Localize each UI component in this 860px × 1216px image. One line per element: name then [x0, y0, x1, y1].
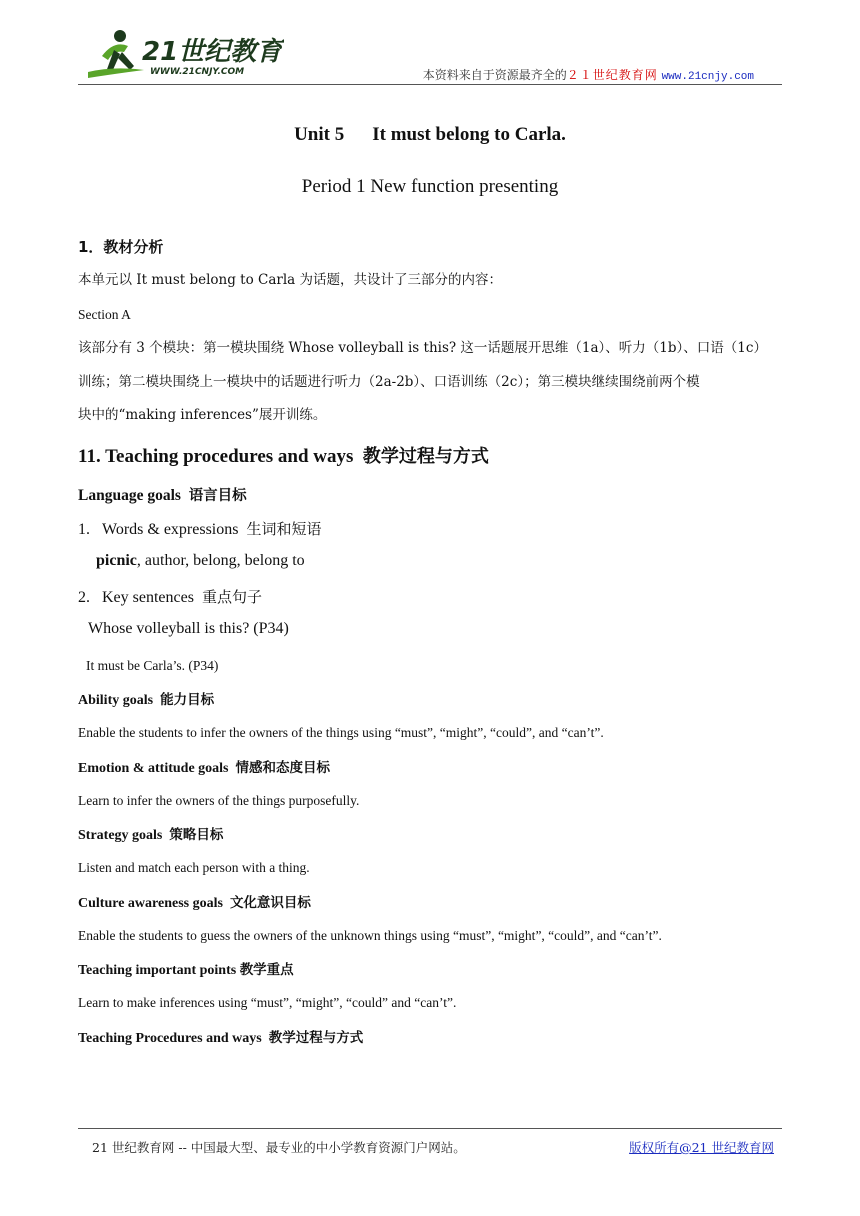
key-sentence-2: It must be Carla’s. (P34) — [86, 658, 219, 673]
section2-heading-en: 11. Teaching procedures and ways — [78, 446, 354, 467]
logo-text: 21世纪教育 — [142, 37, 283, 67]
logo-url: WWW.21CNJY.COM — [150, 67, 245, 77]
item1-en: Words & expressions — [102, 521, 239, 538]
header-divider — [78, 84, 782, 85]
word-picnic: picnic — [96, 552, 137, 569]
section1-heading: 1．教材分析 — [78, 238, 164, 256]
procedures-cn: 教学过程与方式 — [268, 1030, 364, 1046]
ability-goals-heading — [78, 688, 214, 709]
item1-number: 1. — [78, 521, 90, 538]
section1-intro: 本单元以 It must belong to Carla 为话题，共设计了三部分的内容： — [78, 272, 503, 288]
key-sentence-1: Whose volleyball is this? (P34) — [88, 620, 289, 637]
footer-divider — [78, 1128, 782, 1129]
language-goals-heading — [78, 484, 247, 505]
emotion-goals-cn: 情感和态度目标 — [235, 760, 330, 776]
language-goals-en: Language goals — [78, 487, 181, 504]
item2-number: 2. — [78, 589, 90, 606]
title-name: It must belong to Carla. — [372, 124, 566, 145]
culture-goals-text: Enable the students to guess the owners of the unknown things using “must”, “might”, “could”, and “can’t”. — [78, 928, 662, 943]
strategy-goals-en: Strategy goals — [78, 828, 163, 843]
procedures-heading — [78, 1026, 363, 1047]
important-points-en: Teaching important points — [78, 963, 237, 978]
strategy-goals-text: Listen and match each person with a thing. — [78, 860, 310, 875]
header-note-url[interactable]: www.21cnjy.com — [661, 71, 754, 83]
logo-graphic — [84, 22, 284, 84]
page-title — [78, 124, 782, 150]
item1-cn: 生词和短语 — [246, 520, 322, 538]
list-item-sentences — [78, 586, 262, 607]
emotion-goals-en: Emotion & attitude goals — [78, 761, 229, 776]
section2-heading — [78, 442, 489, 468]
culture-goals-en: Culture awareness goals — [78, 896, 223, 911]
culture-goals-heading — [78, 891, 311, 912]
ability-goals-text: Enable the students to infer the owners of the things using “must”, “might”, “could”, and “can’t”. — [78, 725, 604, 740]
title-unit: Unit 5 — [294, 124, 345, 145]
footer-tagline: 21 世纪教育网 -- 中国最大型、最专业的中小学教育资源门户网站。 — [92, 1140, 466, 1155]
item2-en: Key sentences — [102, 589, 194, 606]
site-logo — [84, 22, 284, 84]
emotion-goals-heading — [78, 756, 330, 777]
section1-para-line1: 该部分有 3 个模块：第一模块围绕 Whose volleyball is this? 这一话题展开思维（1a）、听力（1b）、口语（1c） — [78, 340, 767, 356]
culture-goals-cn: 文化意识目标 — [229, 895, 311, 911]
ability-goals-cn: 能力目标 — [160, 692, 215, 708]
page-subtitle: Period 1 New function presenting — [301, 176, 559, 197]
ability-goals-en: Ability goals — [78, 693, 154, 708]
important-points-cn: 教学重点 — [239, 962, 294, 978]
header-note-prefix: 本资料来自于资源最齐全的 — [422, 68, 567, 82]
header-note-site[interactable]: ２１世纪教育网 — [566, 68, 658, 82]
section1-para-line3: 块中的“making inferences”展开训练。 — [78, 407, 327, 423]
list-item-words — [78, 518, 322, 539]
header-note — [423, 66, 754, 83]
important-points-text: Learn to make inferences using “must”, “might”, “could” and “can’t”. — [78, 995, 457, 1010]
procedures-en: Teaching Procedures and ways — [78, 1031, 262, 1046]
strategy-goals-cn: 策略目标 — [169, 827, 224, 843]
footer-copyright-link[interactable]: 版权所有@21 世纪教育网 — [629, 1140, 774, 1155]
strategy-goals-heading — [78, 823, 223, 844]
section1-para-line2: 训练；第二模块围绕上一模块中的话题进行听力（2a-2b）、口语训练（2c）；第三模块继续围绕前两个模 — [78, 374, 700, 390]
section2-heading-cn: 教学过程与方式 — [362, 446, 489, 467]
section-a-label: Section A — [78, 307, 131, 322]
language-goals-cn: 语言目标 — [188, 488, 247, 504]
words-list — [96, 552, 305, 570]
words-rest: , author, belong, belong to — [136, 552, 305, 569]
emotion-goals-text: Learn to infer the owners of the things purposefully. — [78, 793, 360, 808]
item2-cn: 重点句子 — [201, 588, 262, 606]
important-points-heading — [78, 958, 294, 979]
